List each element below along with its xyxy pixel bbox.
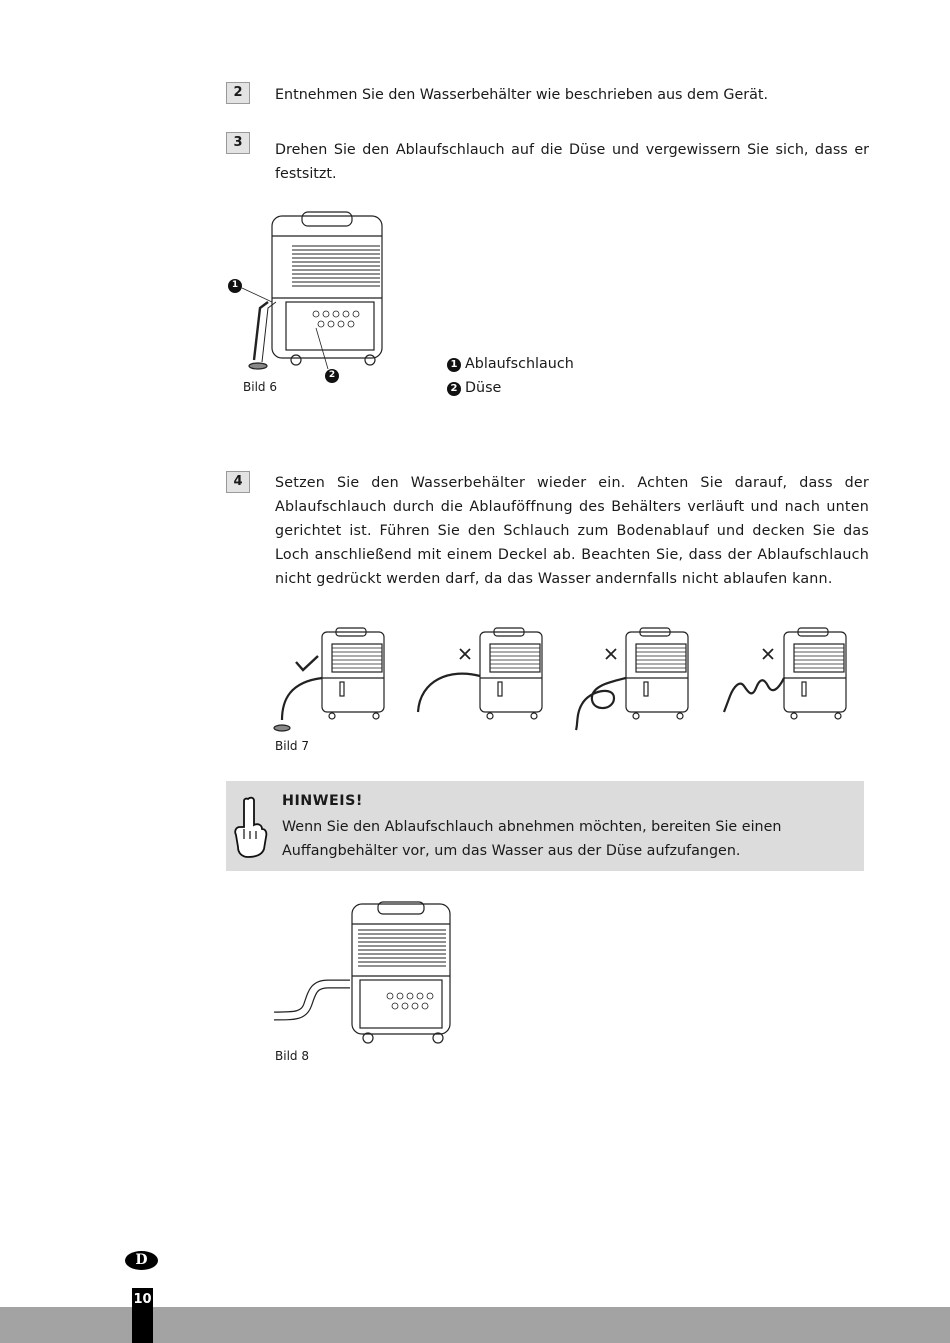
cross-icon [460,649,470,659]
note-box [226,781,864,871]
cross-icon [763,649,773,659]
page-number: 10 [132,1288,153,1343]
language-badge: D [125,1251,158,1270]
step-3-text: Drehen Sie den Ablaufschlauch auf die Düse und vergewissern Sie sich, dass er festsitzt. [275,142,869,182]
legend-number-1: 1 [447,358,461,372]
legend-number-2: 2 [447,382,461,396]
legend-label-2: Düse [465,380,502,396]
step-4-text: Setzen Sie den Wasserbehälter wieder ein. Achten Sie darauf, dass der Ablaufschlauch durch die Ablauföffnung des Behälters verläuft und nach unten gerichtet ist. Führen Sie den Schlauch zum Bodenablauf und decken Sie das Loch anschließend mit einem Deckel ab. Beachten Sie, dass der Ablaufschlauch nicht gedrückt werden darf, da das Wasser andernfalls nicht ablaufen kann. [275,475,869,587]
unit-wrong-3 [784,628,846,719]
legend-item-duese [447,376,501,400]
note-text: Wenn Sie den Ablaufschlauch abnehmen möchten, bereiten Sie einen Auffangbehälter vor, um das Wasser aus der Düse aufzufangen. [282,819,782,859]
figure-8-dehumidifier-illustration [270,900,460,1050]
pointing-hand-icon [232,795,268,859]
unit-correct [322,628,384,719]
step-number-4: 4 [226,471,250,493]
figure-7-hose-routing-illustration [270,620,860,740]
note-title: HINWEIS! [282,793,363,809]
step-2-text: Entnehmen Sie den Wasserbehälter wie beschrieben aus dem Gerät. [275,87,769,103]
unit-wrong-1 [480,628,542,719]
step-number-3: 3 [226,132,250,154]
step-number-2: 2 [226,82,250,104]
figure-7-caption: Bild 7 [275,739,309,753]
check-icon [296,656,318,670]
cross-icon [606,649,616,659]
legend-label-1: Ablaufschlauch [465,356,574,372]
legend-item-ablaufschlauch [447,352,574,376]
callout-1-number: 1 [231,280,239,290]
figure-6-dehumidifier-illustration [220,210,400,380]
figure-8-caption: Bild 8 [275,1049,309,1063]
figure-6-caption: Bild 6 [243,380,277,394]
unit-wrong-2 [626,628,688,719]
callout-2-number: 2 [328,370,336,380]
